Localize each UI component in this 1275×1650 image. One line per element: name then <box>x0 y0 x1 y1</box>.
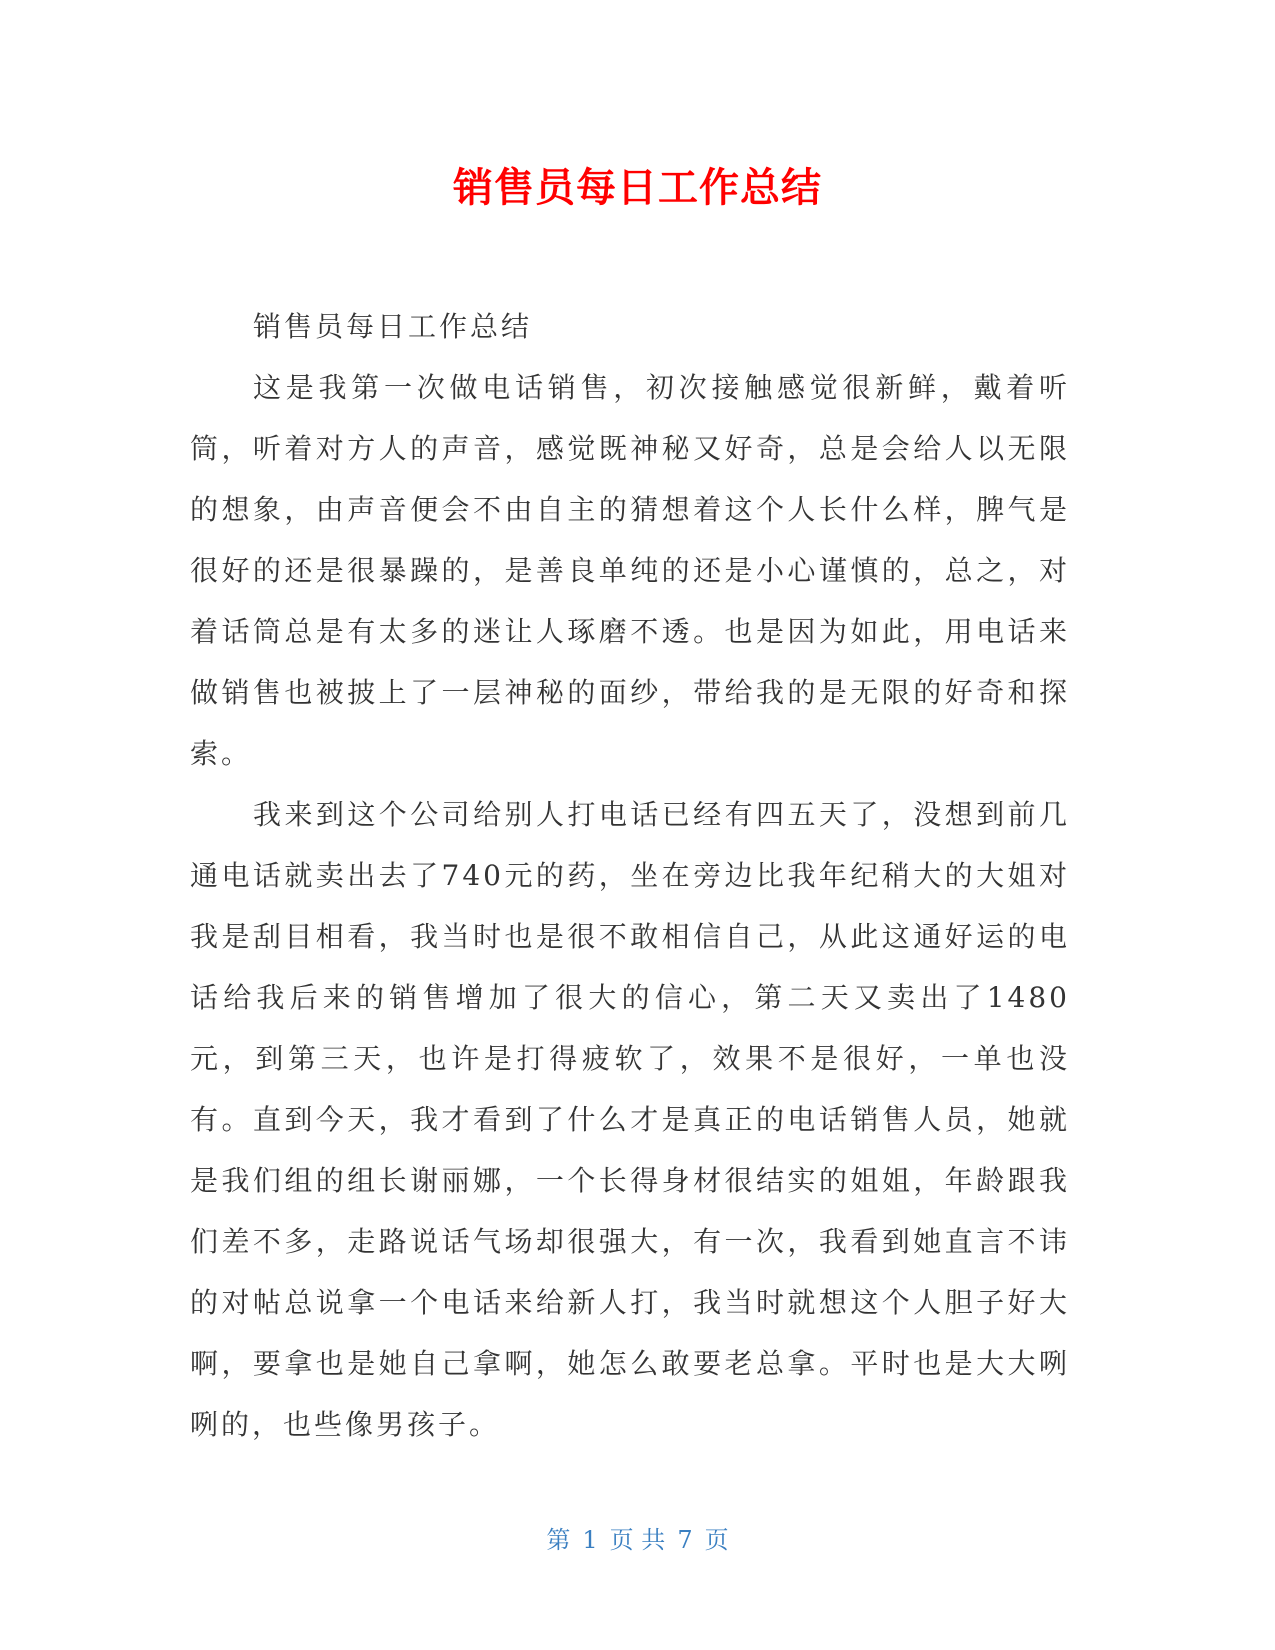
document-body <box>190 296 1070 1455</box>
footer-current-page: 1 <box>582 1526 598 1554</box>
footer-word-page: 第 <box>546 1526 571 1554</box>
footer-word-of: 页 共 <box>609 1526 666 1554</box>
paragraph-1: 这是我第一次做电话销售，初次接触感觉很新鲜，戴着听筒，听着对方人的声音，感觉既神秘又好奇，总是会给人以无限的想象，由声音便会不由自主的猜想着这个人长什么样，脾气是很好的还是很暴躁的，是善良单纯的还是小心谨慎的，总之，对着话筒总是有太多的迷让人琢磨不透。也是因为如此，用电话来做销售也被披上了一层神秘的面纱，带给我的是无限的好奇和探索。 <box>190 371 1070 770</box>
document-title: 销售员每日工作总结 <box>453 165 822 211</box>
page-footer <box>0 1525 1275 1555</box>
footer-total-pages: 7 <box>677 1526 693 1554</box>
footer-word-pages: 页 <box>704 1526 729 1554</box>
paragraph-heading: 销售员每日工作总结 <box>253 310 533 343</box>
paragraph-2: 我来到这个公司给别人打电话已经有四五天了，没想到前几通电话就卖出去了740元的药，坐在旁边比我年纪稍大的大姐对我是刮目相看，我当时也是很不敢相信自己，从此这通好运的电话给我后来的销售增加了很大的信心，第二天又卖出了1480元，到第三天，也许是打得疲软了，效果不是很好，一单也没有。直到今天，我才看到了什么才是真正的电话销售人员，她就是我们组的组长谢丽娜，一个长得身材很结实的姐姐，年龄跟我们差不多，走路说话气场却很强大，有一次，我看到她直言不讳的对帖总说拿一个电话来给新人打，我当时就想这个人胆子好大啊，要拿也是她自己拿啊，她怎么敢要老总拿。平时也是大大咧咧的，也些像男孩子。 <box>190 798 1070 1441</box>
